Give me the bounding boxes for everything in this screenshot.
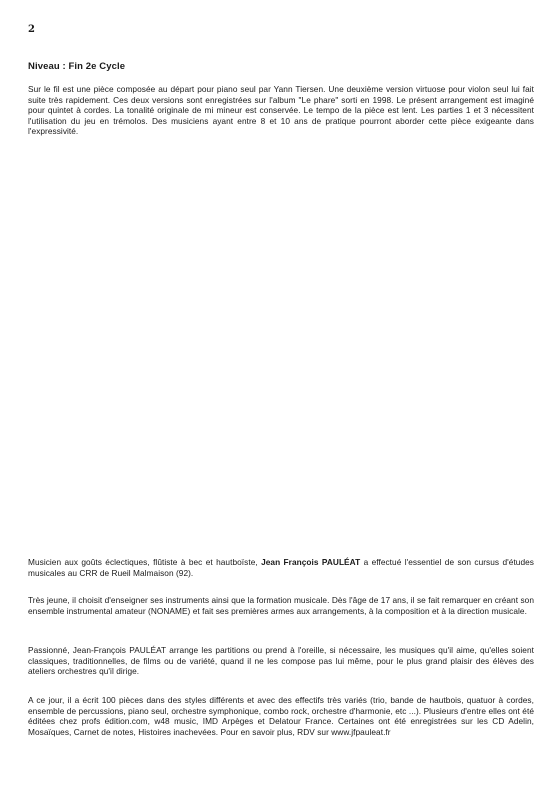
piece-description: Sur le fil est une pièce composée au départ pour piano seul par Yann Tiersen. Une deuxième version virtuose pour violon seul lui fait suite très rapidement. Ces deux versions sont enregistrées sur l'album "Le phare" sorti en 1998. Le présent arrangement est imaginé pour quintet à cordes. La tonalité originale de mi mineur est conservée. Le tempo de la pièce est lent. Les parties 1 et 3 nécessitent l'utilisation du jeu en trémolos. Des musiciens ayant entre 8 et 10 ans de pratique pourront aborder cette pièce exigeante dans l'expressivité. (28, 84, 534, 137)
biography-paragraph-2: Très jeune, il choisit d'enseigner ses instruments ainsi que la formation musicale. Dès l'âge de 17 ans, il se fait remarquer en créant son ensemble instrumental amateur (NONAME) et fait ses premières armes aux arrangements, à la composition et à la direction musicale. (28, 595, 534, 616)
biography-paragraph-3: Passionné, Jean-François PAULÉAT arrange les partitions ou prend à l'oreille, si nécessaire, les musiques qu'il aime, qu'elles soient classiques, traditionnelles, de films ou de variété, quand il ne les compose pas lui même, pour le plus grand plaisir des élèves des ateliers orchestres qu'il dirige. (28, 645, 534, 677)
page-number: 2 (28, 24, 35, 35)
biography-intro-rest: a effectué l'essentiel de son cursus d'études musicales au CRR de Rueil Malmaison (92). (28, 557, 534, 578)
biography-paragraph-4: A ce jour, il a écrit 100 pièces dans des styles différents et avec des effectifs très variés (trio, bande de hautbois, quatuor à cordes, ensemble de percussions, piano seul, orchestre symphonique, combo rock, orchestre d'harmonie, etc ...). Plusieurs d'entre elles ont été éditées chez profs édition.com, w48 music, IMD Arpèges et Delatour France. Certaines ont été enregistrées sur les CD Adelin, Mosaïques, Carnet de notes, Histoires inachevées. Pour en savoir plus, RDV sur www.jfpauleat.fr (28, 695, 534, 737)
level-heading: Niveau : Fin 2e Cycle (28, 61, 126, 72)
composer-name: Jean François PAULÉAT (261, 557, 361, 567)
biography-intro-text: Musicien aux goûts éclectiques, flûtiste à bec et hautboïste, (28, 557, 262, 567)
biography-paragraph-1 (28, 557, 534, 578)
